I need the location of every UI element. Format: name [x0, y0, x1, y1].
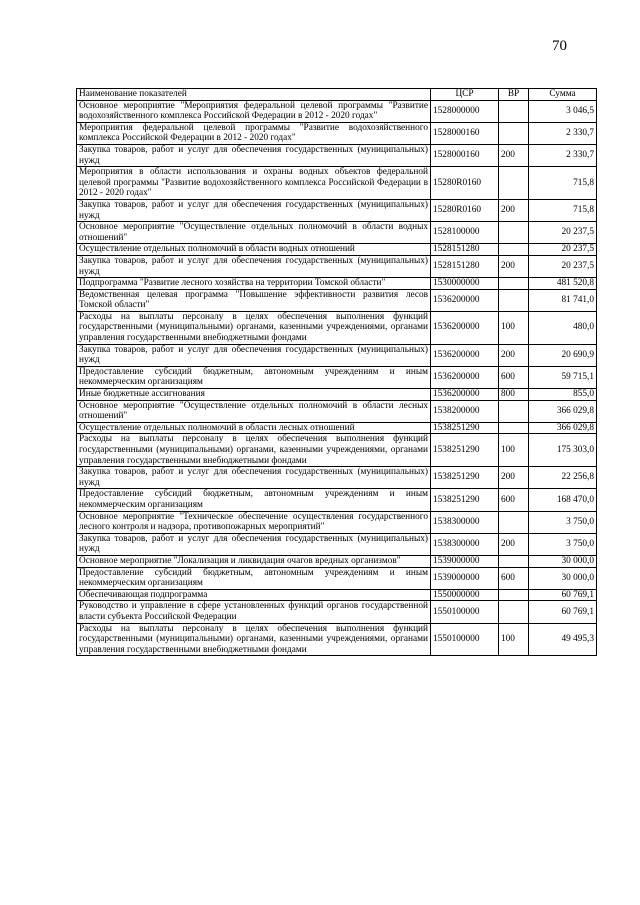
row-sum: 715,8	[529, 167, 597, 200]
row-name: Предоставление субсидий бюджетным, автономным учреждениям и иным некоммерческим организациям	[77, 366, 431, 388]
row-name: Основное мероприятие "Локализация и ликвидация очагов вредных организмов"	[77, 555, 431, 567]
row-sum: 2 330,7	[529, 122, 597, 144]
row-sum: 60 769,1	[529, 589, 597, 601]
row-name: Расходы на выплаты персоналу в целях обеспечения выполнения функций государственными (муниципальными) органами, казенными учреждениями, органами управления государственными внебюджетными фондами	[77, 311, 431, 344]
row-csr: 1538251290	[431, 422, 499, 434]
row-sum: 81 741,0	[529, 289, 597, 311]
budget-table	[76, 88, 597, 656]
row-csr: 1536200000	[431, 344, 499, 366]
row-sum: 168 470,0	[529, 489, 597, 511]
row-name: Основное мероприятие "Мероприятия федеральной целевой программы "Развитие водохозяйственного комплекса Российской Федерации в 2012 - 2020 годах"	[77, 100, 431, 122]
row-sum: 49 495,3	[529, 623, 597, 656]
row-csr: 1539000000	[431, 567, 499, 589]
table-row	[77, 467, 597, 489]
table-row	[77, 222, 597, 244]
row-vr	[499, 122, 529, 144]
row-csr: 1536200000	[431, 311, 499, 344]
row-vr: 200	[499, 533, 529, 555]
table-row	[77, 167, 597, 200]
row-name: Расходы на выплаты персоналу в целях обеспечения выполнения функций государственными (муниципальными) органами, казенными учреждениями, органами управления государственными внебюджетными фондами	[77, 623, 431, 656]
row-csr: 1538300000	[431, 511, 499, 533]
row-vr	[499, 400, 529, 422]
row-csr: 15280R0160	[431, 167, 499, 200]
row-csr: 1550000000	[431, 589, 499, 601]
row-name: Осуществление отдельных полномочий в области водных отношений	[77, 244, 431, 256]
table-row	[77, 278, 597, 290]
row-name: Осуществление отдельных полномочий в области лесных отношений	[77, 422, 431, 434]
row-vr: 600	[499, 366, 529, 388]
row-csr: 1536200000	[431, 389, 499, 401]
row-sum: 3 750,0	[529, 533, 597, 555]
row-name: Предоставление субсидий бюджетным, автономным учреждениям и иным некоммерческим организациям	[77, 489, 431, 511]
table-row	[77, 244, 597, 256]
row-vr: 100	[499, 623, 529, 656]
row-csr: 1550100000	[431, 601, 499, 623]
table-row	[77, 511, 597, 533]
row-csr: 1528000160	[431, 144, 499, 166]
row-sum: 366 029,8	[529, 422, 597, 434]
header-vr: ВР	[499, 89, 529, 101]
row-csr: 1536200000	[431, 289, 499, 311]
table-row	[77, 344, 597, 366]
header-name: Наименование показателей	[77, 89, 431, 101]
row-name: Закупка товаров, работ и услуг для обеспечения государственных (муниципальных) нужд	[77, 144, 431, 166]
row-csr: 1539000000	[431, 555, 499, 567]
table-row	[77, 255, 597, 277]
row-name: Руководство и управление в сфере установленных функций органов государственной власти субъекта Российской Федерации	[77, 601, 431, 623]
row-vr: 600	[499, 567, 529, 589]
row-csr: 1538251290	[431, 434, 499, 467]
row-sum: 481 520,8	[529, 278, 597, 290]
row-sum: 2 330,7	[529, 144, 597, 166]
row-vr: 200	[499, 199, 529, 221]
row-sum: 30 000,0	[529, 555, 597, 567]
row-sum: 855,0	[529, 389, 597, 401]
table-row	[77, 400, 597, 422]
row-sum: 20 237,5	[529, 255, 597, 277]
page-number: 70	[552, 38, 567, 54]
table-row	[77, 199, 597, 221]
table-row	[77, 422, 597, 434]
row-name: Иные бюджетные ассигнования	[77, 389, 431, 401]
row-name: Закупка товаров, работ и услуг для обеспечения государственных (муниципальных) нужд	[77, 467, 431, 489]
table-header-row	[77, 89, 597, 101]
row-name: Ведомственная целевая программа "Повышение эффективности развития лесов Томской области"	[77, 289, 431, 311]
row-csr: 15280R0160	[431, 199, 499, 221]
row-sum: 3 046,5	[529, 100, 597, 122]
row-sum: 20 690,9	[529, 344, 597, 366]
table-row	[77, 100, 597, 122]
table-row	[77, 122, 597, 144]
row-name: Расходы на выплаты персоналу в целях обеспечения выполнения функций государственными (муниципальными) органами, казенными учреждениями, органами управления государственными внебюджетными фондами	[77, 434, 431, 467]
row-vr	[499, 601, 529, 623]
table-row	[77, 389, 597, 401]
table-row	[77, 144, 597, 166]
row-name: Мероприятия в области использования и охраны водных объектов федеральной целевой программы "Развитие водохозяйственного комплекса Российской Федерации в 2012 - 2020 годах"	[77, 167, 431, 200]
row-name: Подпрограмма "Развитие лесного хозяйства на территории Томской области"	[77, 278, 431, 290]
row-sum: 366 029,8	[529, 400, 597, 422]
row-vr: 100	[499, 434, 529, 467]
row-sum: 20 237,5	[529, 222, 597, 244]
row-csr: 1550100000	[431, 623, 499, 656]
row-sum: 59 715,1	[529, 366, 597, 388]
row-sum: 715,8	[529, 199, 597, 221]
row-sum: 480,0	[529, 311, 597, 344]
row-vr: 200	[499, 344, 529, 366]
row-csr: 1528000160	[431, 122, 499, 144]
row-csr: 1538300000	[431, 533, 499, 555]
header-csr: ЦСР	[431, 89, 499, 101]
row-csr: 1536200000	[431, 366, 499, 388]
row-csr: 1528151280	[431, 255, 499, 277]
row-sum: 20 237,5	[529, 244, 597, 256]
row-csr: 1528000000	[431, 100, 499, 122]
table-row	[77, 311, 597, 344]
row-csr: 1528100000	[431, 222, 499, 244]
row-vr: 200	[499, 255, 529, 277]
row-name: Основное мероприятие "Осуществление отдельных полномочий в области водных отношений"	[77, 222, 431, 244]
row-sum: 175 303,0	[529, 434, 597, 467]
table-row	[77, 366, 597, 388]
row-vr	[499, 589, 529, 601]
row-vr	[499, 167, 529, 200]
table-row	[77, 489, 597, 511]
row-vr	[499, 511, 529, 533]
table-row	[77, 589, 597, 601]
row-sum: 22 256,8	[529, 467, 597, 489]
row-vr: 200	[499, 144, 529, 166]
row-vr	[499, 289, 529, 311]
table-row	[77, 567, 597, 589]
row-sum: 60 769,1	[529, 601, 597, 623]
table-row	[77, 434, 597, 467]
table-row	[77, 555, 597, 567]
row-name: Закупка товаров, работ и услуг для обеспечения государственных (муниципальных) нужд	[77, 199, 431, 221]
row-vr	[499, 222, 529, 244]
row-vr: 200	[499, 467, 529, 489]
row-csr: 1538200000	[431, 400, 499, 422]
table-row	[77, 289, 597, 311]
header-sum: Сумма	[529, 89, 597, 101]
row-name: Закупка товаров, работ и услуг для обеспечения государственных (муниципальных) нужд	[77, 255, 431, 277]
row-vr: 800	[499, 389, 529, 401]
row-sum: 30 000,0	[529, 567, 597, 589]
row-csr: 1538251290	[431, 467, 499, 489]
table-row	[77, 533, 597, 555]
row-vr	[499, 244, 529, 256]
row-name: Мероприятия федеральной целевой программы "Развитие водохозяйственного комплекса Российской Федерации в 2012 - 2020 годах"	[77, 122, 431, 144]
row-vr	[499, 278, 529, 290]
row-name: Закупка товаров, работ и услуг для обеспечения государственных (муниципальных) нужд	[77, 533, 431, 555]
table-row	[77, 623, 597, 656]
row-name: Обеспечивающая подпрограмма	[77, 589, 431, 601]
row-vr	[499, 555, 529, 567]
row-vr: 100	[499, 311, 529, 344]
row-csr: 1528151280	[431, 244, 499, 256]
row-vr	[499, 422, 529, 434]
row-sum: 3 750,0	[529, 511, 597, 533]
row-name: Основное мероприятие "Осуществление отдельных полномочий в области лесных отношений"	[77, 400, 431, 422]
row-name: Предоставление субсидий бюджетным, автономным учреждениям и иным некоммерческим организациям	[77, 567, 431, 589]
row-vr	[499, 100, 529, 122]
row-csr: 1538251290	[431, 489, 499, 511]
row-name: Закупка товаров, работ и услуг для обеспечения государственных (муниципальных) нужд	[77, 344, 431, 366]
row-name: Основное мероприятие "Техническое обеспечение осуществления государственного лесного контроля и надзора, противопожарных мероприятий"	[77, 511, 431, 533]
row-csr: 1530000000	[431, 278, 499, 290]
row-vr: 600	[499, 489, 529, 511]
table-row	[77, 601, 597, 623]
